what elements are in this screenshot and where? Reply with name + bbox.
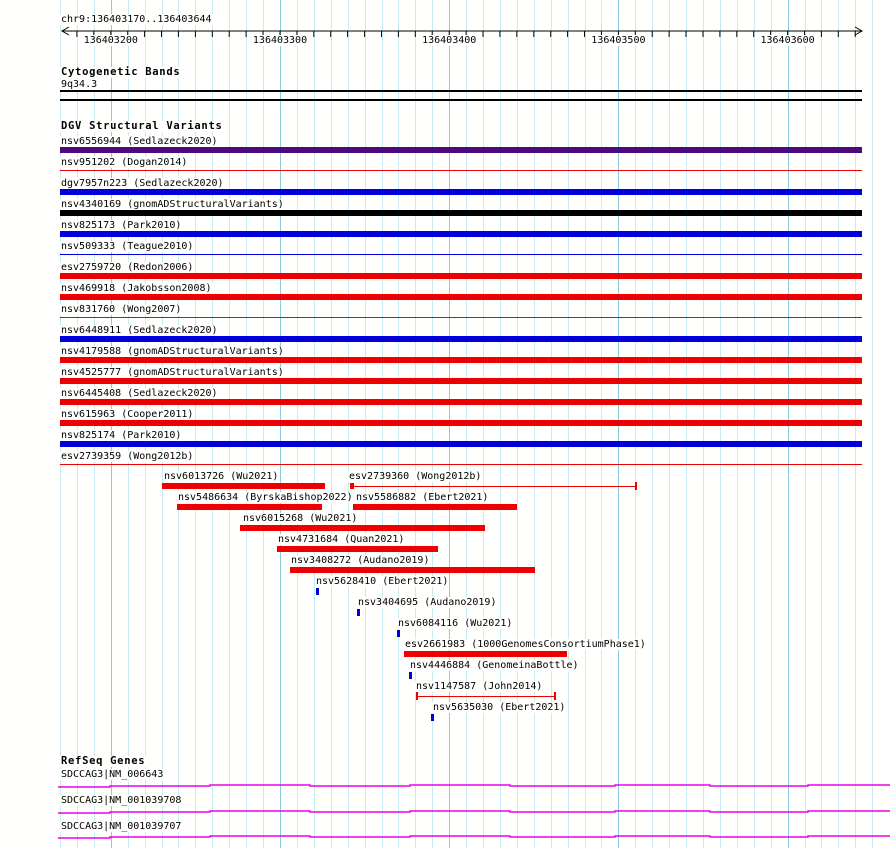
variant-point[interactable] [357, 609, 360, 616]
variant-bar[interactable] [60, 357, 862, 363]
variant-label[interactable]: nsv6084116 (Wu2021) [398, 618, 513, 629]
variant-range-endcap[interactable] [416, 692, 418, 700]
variant-label[interactable]: nsv831760 (Wong2007) [61, 304, 182, 315]
variant-point[interactable] [397, 630, 400, 637]
ruler-tick-label: 136403600 [760, 35, 815, 46]
variant-label[interactable]: nsv5486634 (ByrskaBishop2022) [178, 492, 353, 503]
variant-label[interactable]: nsv1147587 (John2014) [416, 681, 543, 692]
variant-label[interactable]: nsv615963 (Cooper2011) [61, 409, 194, 420]
gene-line [58, 785, 890, 787]
variant-bar[interactable] [60, 336, 862, 342]
cytoband-name: 9q34.3 [61, 79, 98, 90]
variant-label[interactable]: nsv6013726 (Wu2021) [164, 471, 279, 482]
variant-bar[interactable] [60, 317, 862, 318]
ruler-tick-label: 136403300 [252, 35, 308, 46]
variant-bar[interactable] [177, 504, 322, 510]
variant-label[interactable]: nsv469918 (Jakobsson2008) [61, 283, 212, 294]
cytoband-bottom-line [60, 99, 862, 101]
variant-point[interactable] [409, 672, 412, 679]
ruler-tick-label: 136403500 [591, 35, 646, 46]
variant-label[interactable]: nsv825174 (Park2010) [61, 430, 182, 441]
variant-bar[interactable] [60, 399, 862, 405]
variant-label[interactable]: nsv6556944 (Sedlazeck2020) [61, 136, 218, 147]
variant-bar[interactable] [60, 254, 862, 255]
variant-label[interactable]: nsv6015268 (Wu2021) [243, 513, 358, 524]
gene-line [58, 811, 890, 813]
variant-label[interactable]: nsv6448911 (Sedlazeck2020) [61, 325, 218, 336]
gene-line [58, 836, 890, 838]
variant-bar[interactable] [60, 420, 862, 426]
variant-range-line[interactable] [354, 486, 637, 487]
dgv-track-title: DGV Structural Variants [61, 120, 223, 132]
variant-point[interactable] [431, 714, 434, 721]
gene-label[interactable]: SDCCAG3|NM_006643 [61, 769, 164, 780]
variant-bar[interactable] [404, 651, 567, 657]
variant-bar[interactable] [240, 525, 485, 531]
variant-label[interactable]: esv2661983 (1000GenomesConsortiumPhase1) [405, 639, 646, 650]
variant-label[interactable]: nsv4525777 (gnomADStructuralVariants) [61, 367, 284, 378]
variant-label[interactable]: nsv4731684 (Quan2021) [278, 534, 405, 545]
variant-bar[interactable] [60, 464, 862, 465]
variant-point[interactable] [316, 588, 319, 595]
variant-label[interactable]: esv2739360 (Wong2012b) [349, 471, 482, 482]
variant-label[interactable]: nsv5586882 (Ebert2021) [356, 492, 489, 503]
variant-bar[interactable] [60, 273, 862, 279]
variant-bar[interactable] [290, 567, 535, 573]
variant-range-line[interactable] [416, 696, 556, 697]
variant-bar[interactable] [60, 294, 862, 300]
variant-bar[interactable] [60, 441, 862, 447]
ruler-left-arrow [62, 27, 69, 35]
variant-bar[interactable] [60, 210, 862, 216]
variant-label[interactable]: nsv5628410 (Ebert2021) [316, 576, 449, 587]
refseq-track-title: RefSeq Genes [61, 755, 146, 767]
variant-label[interactable]: nsv825173 (Park2010) [61, 220, 182, 231]
variant-label[interactable]: esv2739359 (Wong2012b) [61, 451, 194, 462]
variant-bar[interactable] [60, 231, 862, 237]
variant-range-endcap[interactable] [635, 482, 637, 490]
ruler-tick-label: 136403400 [422, 35, 477, 46]
variant-bar[interactable] [353, 504, 517, 510]
variant-bar[interactable] [60, 189, 862, 195]
variant-bar[interactable] [277, 546, 438, 552]
variant-label[interactable]: nsv6445408 (Sedlazeck2020) [61, 388, 218, 399]
variant-bar[interactable] [162, 483, 325, 489]
region-title: chr9:136403170..136403644 [61, 14, 212, 25]
variant-bar[interactable] [60, 170, 862, 171]
cytoband-track-title: Cytogenetic Bands [61, 66, 181, 78]
variant-label[interactable]: nsv951202 (Dogan2014) [61, 157, 188, 168]
variant-label[interactable]: dgv7957n223 (Sedlazeck2020) [61, 178, 224, 189]
gene-label[interactable]: SDCCAG3|NM_001039707 [61, 821, 182, 832]
variant-label[interactable]: nsv4446884 (GenomeinaBottle) [410, 660, 579, 671]
variant-label[interactable]: nsv4340169 (gnomADStructuralVariants) [61, 199, 284, 210]
variant-bar[interactable] [60, 378, 862, 384]
variant-range-endcap[interactable] [554, 692, 556, 700]
variant-label[interactable]: esv2759720 (Redon2006) [61, 262, 194, 273]
cytoband-top-line [60, 90, 862, 92]
gridline [872, 0, 873, 848]
ruler-tick-label: 136403200 [83, 35, 138, 46]
variant-label[interactable]: nsv3404695 (Audano2019) [358, 597, 497, 608]
gene-label[interactable]: SDCCAG3|NM_001039708 [61, 795, 182, 806]
variant-label[interactable]: nsv3408272 (Audano2019) [291, 555, 430, 566]
variant-label[interactable]: nsv4179588 (gnomADStructuralVariants) [61, 346, 284, 357]
variant-label[interactable]: nsv5635030 (Ebert2021) [433, 702, 566, 713]
variant-label[interactable]: nsv509333 (Teague2010) [61, 241, 194, 252]
variant-bar[interactable] [60, 147, 862, 153]
